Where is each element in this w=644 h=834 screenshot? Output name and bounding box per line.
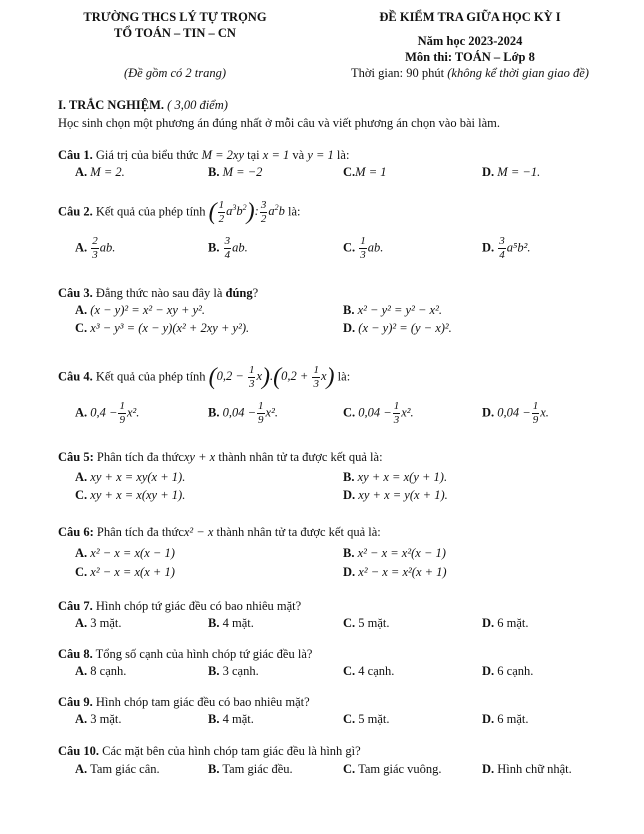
question-text-and: và	[292, 148, 305, 162]
option-letter: C.	[343, 616, 356, 630]
question-6	[58, 525, 381, 540]
fraction-den: 9	[532, 414, 539, 426]
option-value: M = −2	[222, 165, 263, 179]
option-letter: A.	[75, 616, 88, 630]
option-letter: D.	[482, 165, 495, 179]
option-a[interactable]	[75, 712, 122, 727]
option-letter: A.	[75, 303, 88, 317]
option-value: ab.	[99, 240, 116, 255]
option-b[interactable]	[343, 470, 447, 485]
question-text-end: thành nhân tử ta được kết quả là:	[218, 450, 383, 464]
question-text-end: là:	[287, 204, 301, 219]
question-cond: y = 1	[307, 148, 334, 162]
option-value: 3 mặt.	[90, 712, 122, 726]
question-expr: xy + x	[183, 450, 216, 464]
option-value: 6 mặt.	[497, 712, 529, 726]
option-value: x² − x = x²(x − 1)	[357, 546, 446, 560]
option-value: 4 mặt.	[222, 712, 254, 726]
question-7	[58, 599, 301, 614]
option-letter: D.	[482, 405, 495, 420]
option-value: (x − y)² = x² − xy + y².	[90, 303, 206, 317]
question-text: Phân tích đa thức	[96, 525, 184, 539]
fraction-den: 4	[224, 249, 231, 261]
fraction-den: 9	[119, 414, 125, 426]
question-expr: (0,2 − $\frac{1}{3}$ x).(0,2 + $\frac{1}{3}$ x)	[208, 364, 335, 391]
fraction-num: 1	[258, 400, 264, 412]
school-name: TRƯỜNG THCS LÝ TỰ TRỌNG	[83, 10, 267, 24]
option-value: x² − x = x(x + 1)	[90, 565, 175, 579]
question-label: Câu 1.	[58, 148, 93, 162]
option-letter: B.	[343, 303, 355, 317]
option-value: xy + x = y(x + 1).	[358, 488, 448, 502]
option-letter: A.	[75, 470, 88, 484]
question-expr: ( $\frac{1}{2}$ $a^3b^2$): $\frac{3}{2}$ $a^2b$	[208, 199, 288, 226]
option-d[interactable]	[343, 488, 448, 503]
option-value: x².	[126, 405, 140, 420]
option-d[interactable]	[482, 712, 529, 727]
question-1	[58, 148, 349, 163]
option-c[interactable]	[343, 236, 383, 261]
question-label: Câu 7.	[58, 599, 93, 613]
question-text-mid: tại	[247, 148, 260, 162]
fraction-den: 4	[499, 249, 505, 261]
option-letter: A.	[75, 712, 88, 726]
question-label: Câu 9.	[58, 695, 93, 709]
question-expr: M = 2xy	[201, 148, 245, 162]
option-c[interactable]	[343, 616, 390, 631]
fraction-num: 1	[360, 235, 366, 247]
option-letter: D.	[482, 712, 495, 726]
option-letter: B.	[343, 470, 355, 484]
question-label: Câu 2.	[58, 204, 93, 219]
fraction-den: 3	[92, 249, 98, 261]
option-value: x³ − y³ = (x − y)(x² + 2xy + y²).	[90, 321, 250, 335]
option-letter: C.	[343, 664, 356, 678]
option-letter: B.	[208, 712, 220, 726]
option-d[interactable]	[482, 664, 533, 679]
exam-title: ĐỀ KIỂM TRA GIỮA HỌC KỲ I	[379, 10, 561, 24]
option-c[interactable]	[75, 321, 249, 336]
option-letter: D.	[343, 321, 356, 335]
question-expr: x² − x	[183, 525, 214, 539]
option-a[interactable]	[75, 165, 125, 180]
question-4	[58, 365, 350, 390]
option-a[interactable]	[75, 762, 160, 777]
option-b[interactable]	[208, 762, 293, 777]
option-letter: A.	[75, 762, 88, 776]
section-instruction: Học sinh chọn một phương án đúng nhất ở mỗi câu và viết phương án chọn vào bài làm.	[58, 116, 500, 130]
option-d[interactable]	[482, 762, 572, 777]
option-value: Tam giác cân.	[90, 762, 160, 776]
option-value: x.	[540, 405, 549, 420]
option-b[interactable]	[343, 303, 442, 318]
section-title	[58, 98, 228, 113]
option-c[interactable]	[75, 565, 175, 580]
option-value: x² − x = x²(x + 1)	[358, 565, 447, 579]
question-label: Câu 4.	[58, 369, 93, 384]
question-text: Hình chóp tam giác đều có bao nhiêu mặt?	[95, 695, 310, 709]
option-a[interactable]	[75, 546, 175, 561]
question-text: Tổng số cạnh của hình chóp tứ giác đều là?	[95, 647, 313, 661]
option-d[interactable]	[343, 321, 452, 336]
option-value: ab.	[367, 240, 384, 255]
option-letter: B.	[208, 240, 220, 255]
question-5	[58, 450, 383, 465]
time-line	[300, 66, 640, 81]
question-10	[58, 744, 361, 759]
pages-note: (Đề gồm có 2 trang)	[123, 66, 227, 80]
option-c[interactable]	[343, 401, 414, 426]
question-label: Câu 6:	[58, 525, 94, 539]
option-c[interactable]	[343, 762, 442, 777]
option-c[interactable]	[75, 488, 185, 503]
option-letter: D.	[482, 664, 495, 678]
school-year: Năm học 2023-2024	[417, 34, 523, 48]
option-a[interactable]	[75, 236, 115, 261]
question-emphasis: đúng	[225, 286, 253, 300]
option-letter: A.	[75, 546, 88, 560]
question-text-end: là:	[337, 369, 351, 384]
option-value: (x − y)² = (y − x)².	[358, 321, 452, 335]
option-b[interactable]	[208, 401, 278, 426]
option-d[interactable]	[482, 616, 529, 631]
option-d[interactable]	[482, 165, 540, 180]
option-value: ab.	[232, 240, 248, 255]
option-letter: D.	[482, 240, 495, 255]
option-letter: C.	[343, 405, 356, 420]
fraction-num: 1	[532, 400, 539, 412]
option-b[interactable]	[208, 616, 254, 631]
option-value: x².	[265, 405, 278, 420]
fraction-num: 2	[92, 235, 98, 247]
option-c[interactable]	[343, 165, 387, 180]
fraction-den: 9	[258, 414, 264, 426]
question-text: Các mặt bên của hình chóp tam giác đều là hình gì?	[102, 744, 361, 758]
question-8	[58, 647, 312, 662]
option-letter: D.	[482, 616, 495, 630]
section-heading: I. TRẮC NGHIỆM.	[58, 98, 165, 112]
question-label: Câu 10.	[58, 744, 99, 758]
option-letter: D.	[343, 565, 356, 579]
question-text-end: ?	[252, 286, 259, 300]
question-label: Câu 3.	[58, 286, 93, 300]
question-text: Giá trị của biểu thức	[95, 148, 199, 162]
fraction-num: 1	[119, 400, 125, 412]
question-text: Phân tích đa thức	[96, 450, 184, 464]
question-2	[58, 200, 300, 225]
option-value: xy + x = x(xy + 1).	[90, 488, 186, 502]
option-value: M = −1.	[497, 165, 541, 179]
fraction-num: 3	[224, 235, 231, 247]
option-letter: B.	[208, 405, 220, 420]
option-prefix: 0,4 −	[90, 405, 118, 420]
option-value: Tam giác vuông.	[358, 762, 442, 776]
option-prefix: 0,04 −	[222, 405, 257, 420]
option-a[interactable]	[75, 664, 126, 679]
time-note: (không kể thời gian giao đề)	[447, 66, 589, 80]
option-value: M = 2.	[90, 165, 125, 179]
question-label: Câu 8.	[58, 647, 93, 661]
option-letter: D.	[482, 762, 495, 776]
option-b[interactable]	[343, 546, 446, 561]
time-label: Thời gian: 90 phút	[351, 66, 445, 80]
option-prefix: 0,04 −	[497, 405, 531, 420]
option-letter: D.	[343, 488, 356, 502]
option-letter: C.	[343, 762, 356, 776]
option-prefix: 0,04 −	[358, 405, 392, 420]
option-b[interactable]	[208, 165, 262, 180]
option-value: x² − x = x(x − 1)	[90, 546, 175, 560]
fraction-num: 1	[393, 400, 400, 412]
subject: Môn thi: TOÁN – Lớp 8	[405, 50, 535, 64]
department: TỔ TOÁN – TIN – CN	[114, 26, 236, 40]
question-text-end: là:	[336, 148, 350, 162]
option-letter: B.	[208, 165, 220, 179]
option-value: Hình chữ nhật.	[497, 762, 572, 776]
option-value: 8 cạnh.	[90, 664, 127, 678]
option-d[interactable]	[482, 401, 549, 426]
option-value: xy + x = xy(x + 1).	[90, 470, 186, 484]
option-letter: C.	[343, 712, 356, 726]
option-letter: C.	[75, 565, 88, 579]
option-a[interactable]	[75, 401, 139, 426]
option-letter: A.	[75, 664, 88, 678]
option-letter: C.	[75, 321, 88, 335]
option-value: 3 mặt.	[90, 616, 122, 630]
option-value: 5 mặt.	[358, 712, 390, 726]
option-b[interactable]	[208, 712, 254, 727]
option-value: 6 cạnh.	[497, 664, 534, 678]
question-text: Hình chóp tứ giác đều có bao nhiêu mặt?	[95, 599, 302, 613]
option-b[interactable]	[208, 664, 259, 679]
option-value: M = 1	[355, 165, 387, 179]
option-value: 3 cạnh.	[222, 664, 259, 678]
option-letter: B.	[343, 546, 355, 560]
option-letter: B.	[208, 762, 220, 776]
option-a[interactable]	[75, 616, 122, 631]
question-text-end: thành nhân tử ta được kết quả là:	[216, 525, 381, 539]
option-letter: C.	[343, 240, 356, 255]
fraction-den: 3	[393, 414, 400, 426]
option-a[interactable]	[75, 303, 205, 318]
question-text: Kết quả của phép tính	[95, 369, 206, 384]
option-letter: B.	[208, 664, 220, 678]
option-value: x² − y² = y² − x².	[357, 303, 442, 317]
option-letter: A.	[75, 240, 88, 255]
option-letter: A.	[75, 405, 88, 420]
option-value: 6 mặt.	[497, 616, 529, 630]
option-a[interactable]	[75, 470, 185, 485]
option-b[interactable]	[208, 236, 248, 261]
option-value: a⁵b².	[506, 240, 531, 255]
option-c[interactable]	[343, 664, 394, 679]
option-letter: A.	[75, 165, 88, 179]
option-value: x².	[401, 405, 414, 420]
option-value: 5 mặt.	[358, 616, 390, 630]
option-d[interactable]	[343, 565, 447, 580]
option-value: 4 mặt.	[222, 616, 254, 630]
question-3	[58, 286, 258, 301]
question-9	[58, 695, 310, 710]
option-value: 4 cạnh.	[358, 664, 395, 678]
option-value: xy + x = x(y + 1).	[357, 470, 448, 484]
option-value: Tam giác đều.	[222, 762, 293, 776]
option-c[interactable]	[343, 712, 390, 727]
option-letter: C.	[343, 165, 356, 179]
fraction-den: 3	[360, 249, 366, 261]
option-letter: B.	[208, 616, 220, 630]
section-points: ( 3,00 điểm)	[167, 98, 228, 112]
option-d[interactable]	[482, 236, 531, 261]
question-text: Kết quả của phép tính	[95, 204, 206, 219]
option-letter: C.	[75, 488, 88, 502]
question-cond: x = 1	[262, 148, 290, 162]
fraction-num: 3	[499, 235, 505, 247]
question-text: Đẳng thức nào sau đây là	[95, 286, 223, 300]
question-label: Câu 5:	[58, 450, 94, 464]
